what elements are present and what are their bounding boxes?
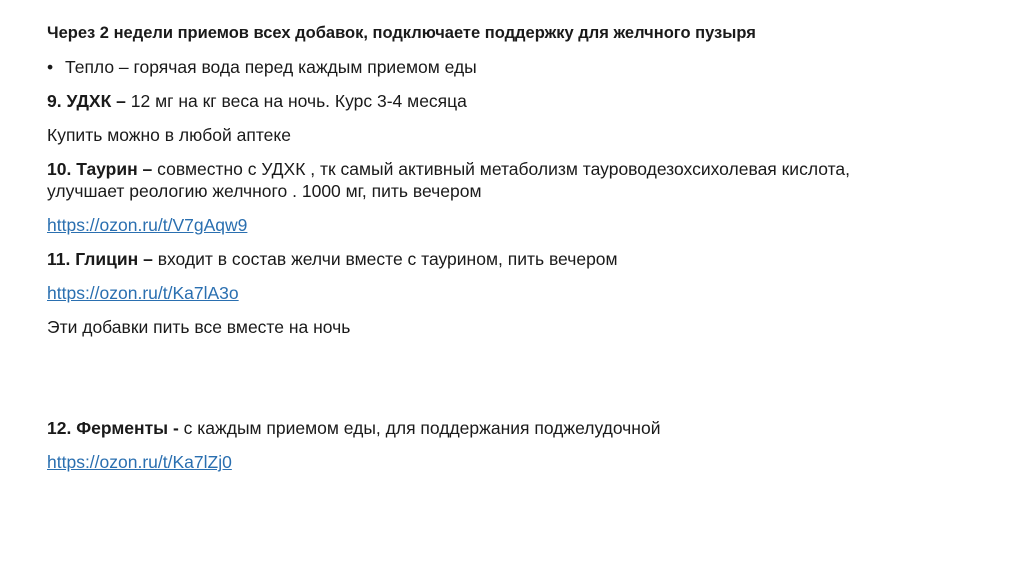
item-12-link[interactable]: https://ozon.ru/t/Ka7lZj0 — [47, 452, 232, 472]
item-12-enzymes — [47, 417, 660, 439]
item-10-text-line2: улучшает реологию желчного . 1000 мг, пить вечером — [47, 181, 482, 201]
bullet-icon: • — [47, 57, 54, 77]
item-10-link[interactable]: https://ozon.ru/t/V7gAqw9 — [47, 215, 248, 235]
item-11-link[interactable]: https://ozon.ru/t/Ka7lA3o — [47, 283, 239, 303]
bullet-item-warmth — [47, 56, 477, 78]
together-note: Эти добавки пить все вместе на ночь — [47, 317, 351, 337]
item-10-taurine-line1 — [47, 158, 850, 180]
item-11-text: входит в состав желчи вместе с таурином, пить вечером — [152, 249, 618, 269]
bullet-text: Тепло – горячая вода перед каждым приемом еды — [65, 57, 477, 77]
item-11-label: 11. Глицин – — [47, 249, 153, 269]
item-10-text-line1: совместно с УДХК , тк самый активный метаболизм тауроводезохсихолевая кислота, — [152, 159, 850, 179]
item-12-label: 12. Ферменты - — [47, 418, 179, 438]
item-10-label: 10. Таурин – — [47, 159, 153, 179]
item-9-text: 12 мг на кг веса на ночь. Курс 3-4 месяца — [125, 91, 467, 111]
item-9-udkh — [47, 90, 467, 112]
item-11-glycine — [47, 248, 618, 270]
item-9-label: 9. УДХК – — [47, 91, 126, 111]
slide-heading: Через 2 недели приемов всех добавок, подключаете поддержку для желчного пузыря — [47, 24, 756, 42]
buy-note: Купить можно в любой аптеке — [47, 125, 291, 145]
item-12-text: с каждым приемом еды, для поддержания поджелудочной — [178, 418, 661, 438]
